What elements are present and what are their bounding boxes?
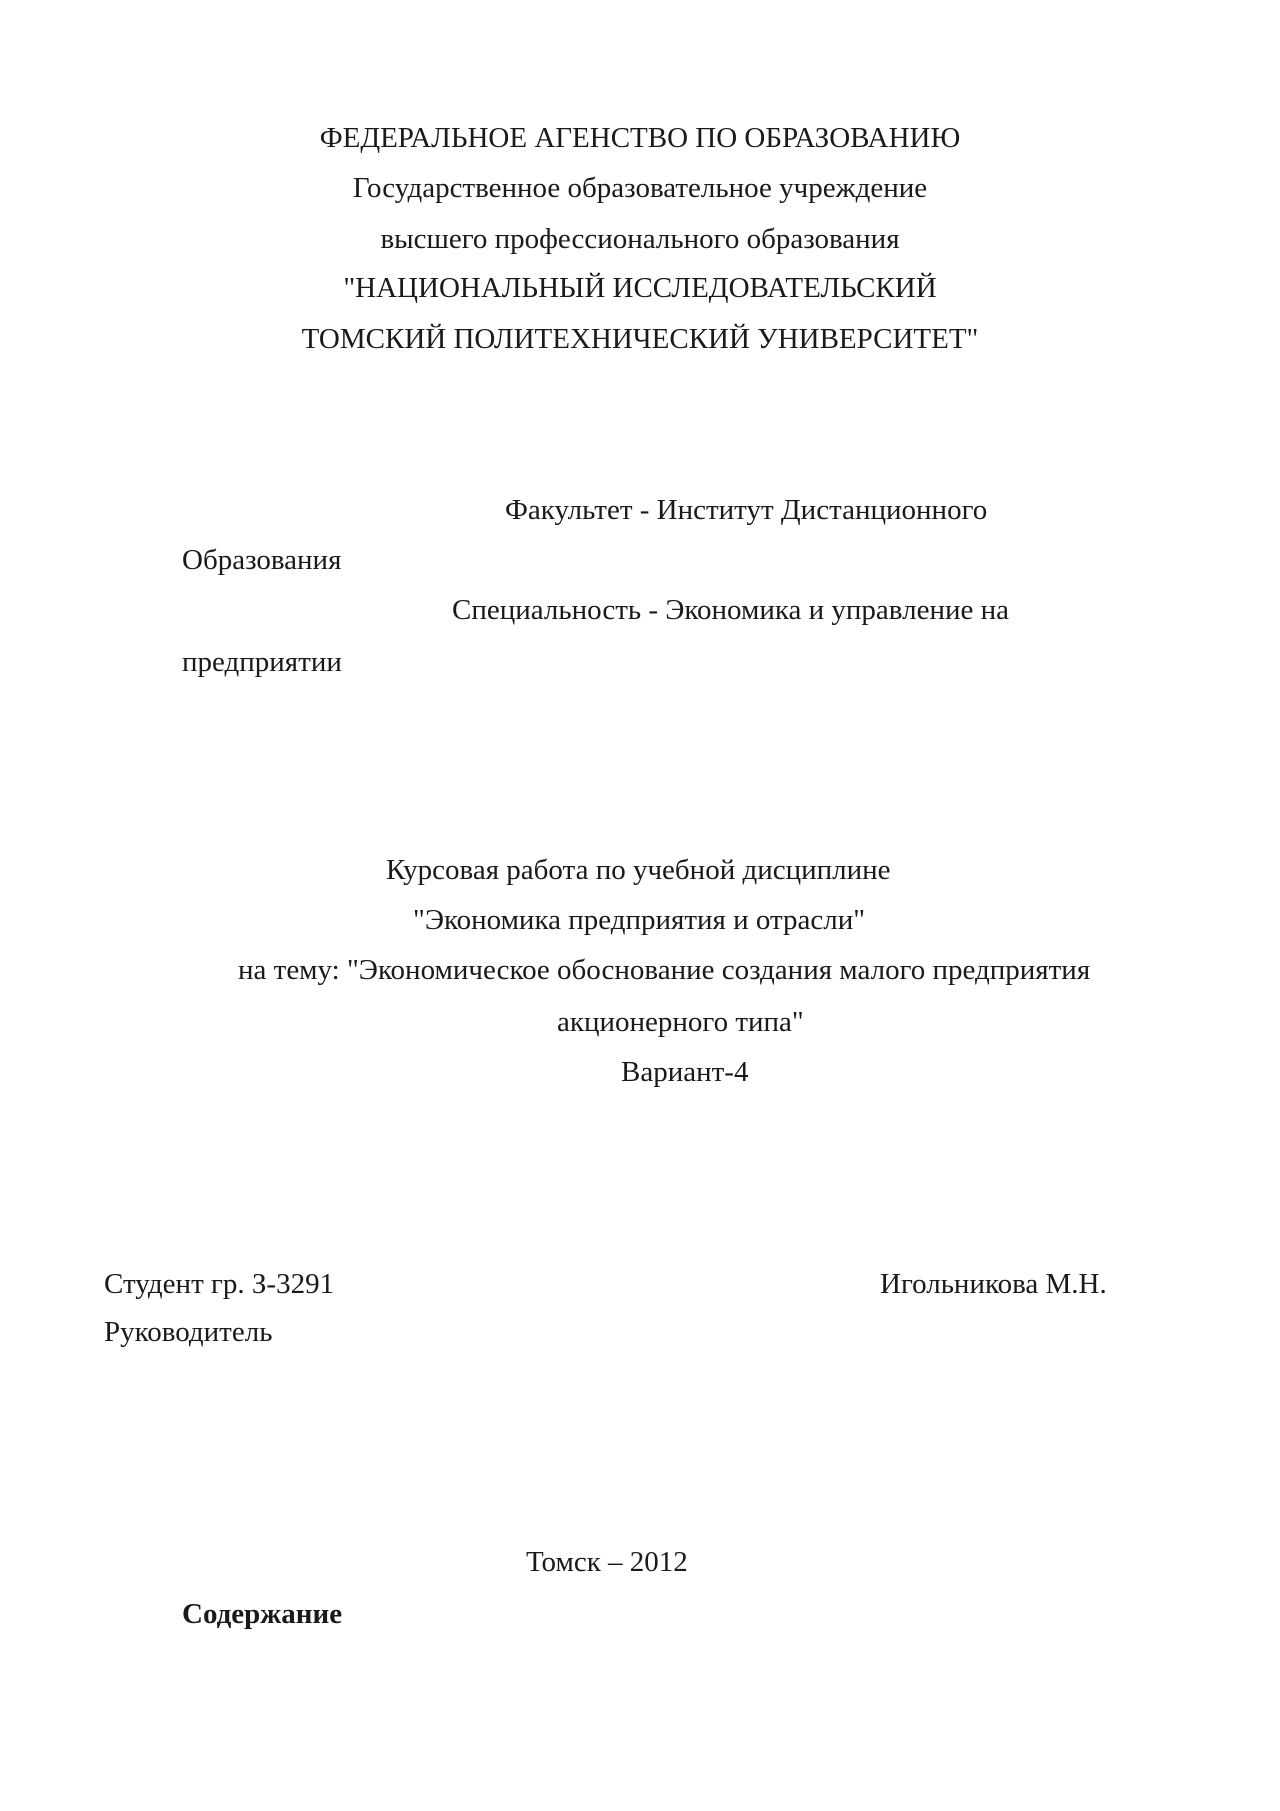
specialty-line1: Специальность - Экономика и управление на	[452, 594, 1010, 626]
faculty-line1: Факультет - Институт Дистанционного	[505, 494, 988, 526]
supervisor-label: Руководитель	[104, 1316, 273, 1348]
contents-heading: Содержание	[182, 1598, 343, 1630]
work-discipline: "Экономика предприятия и отрасли"	[413, 904, 866, 936]
institution-level: высшего профессионального образования	[380, 223, 900, 255]
specialty-line2: предприятии	[182, 646, 342, 678]
student-label: Студент гр. З-3291	[104, 1268, 335, 1300]
work-topic-line1: на тему: "Экономическое обоснование создания малого предприятия	[238, 954, 1091, 986]
work-topic-line2: акционерного типа"	[557, 1006, 804, 1038]
institution-type: Государственное образовательное учреждение	[352, 172, 928, 204]
work-type: Курсовая работа по учебной дисциплине	[386, 854, 891, 886]
faculty-line2: Образования	[182, 544, 342, 576]
work-variant: Вариант-4	[621, 1056, 749, 1088]
agency-title: ФЕДЕРАЛЬНОЕ АГЕНСТВО ПО ОБРАЗОВАНИЮ	[319, 122, 961, 154]
student-name: Игольникова М.Н.	[880, 1268, 1107, 1300]
university-name-line2: ТОМСКИЙ ПОЛИТЕХНИЧЕСКИЙ УНИВЕРСИТЕТ"	[301, 323, 979, 355]
university-name-line1: "НАЦИОНАЛЬНЫЙ ИССЛЕДОВАТЕЛЬСКИЙ	[343, 272, 937, 304]
city-year: Томск – 2012	[526, 1546, 688, 1578]
